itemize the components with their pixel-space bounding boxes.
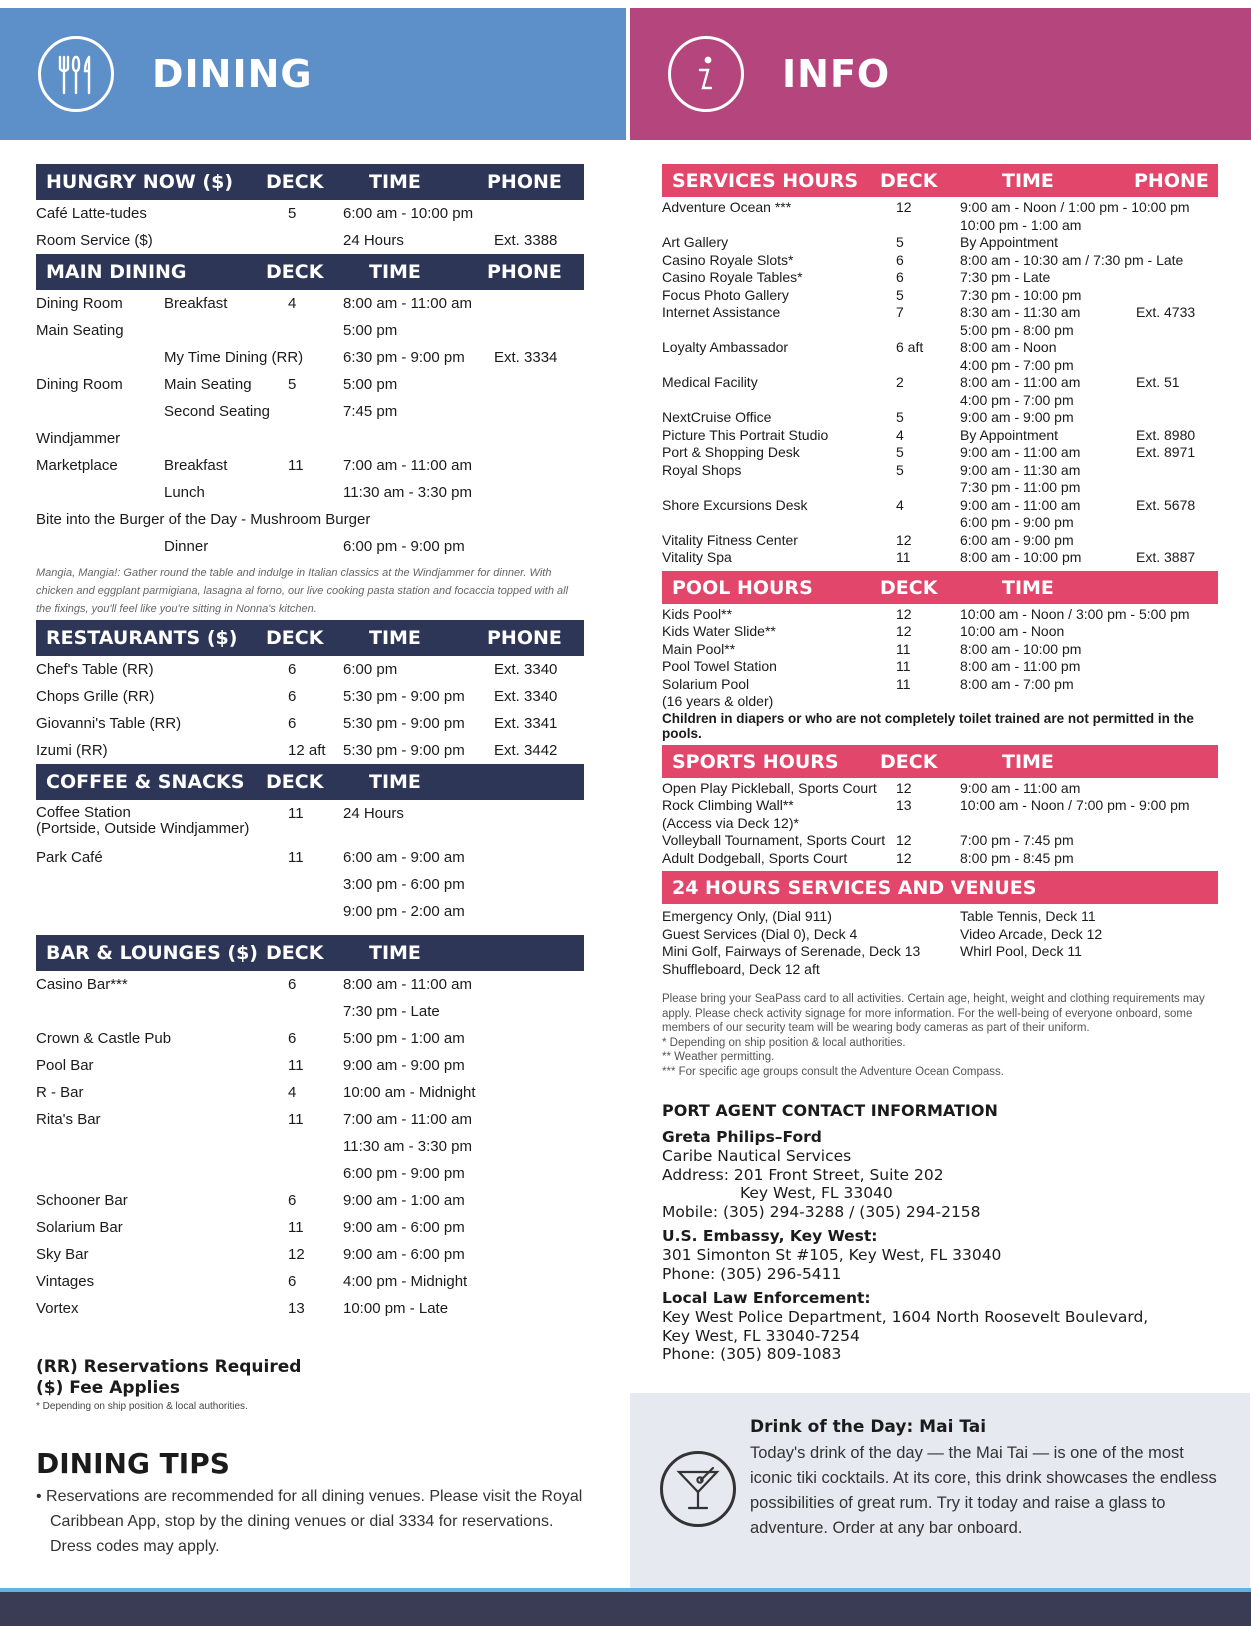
venue-name: Izumi (RR) [36, 742, 108, 759]
table-row: 3:00 pm - 6:00 pm [343, 876, 465, 893]
deck-value: 6 [288, 1192, 297, 1209]
phone-value: Ext. 5678 [1136, 496, 1196, 513]
legend-footnote: * Depending on ship position & local authorities. [36, 1401, 248, 1412]
table-row [36, 371, 584, 398]
main-dining-rows [36, 290, 584, 560]
bar-rows [36, 971, 584, 1322]
table-row [662, 606, 1218, 624]
table-row [662, 549, 1218, 567]
table-row [36, 1106, 584, 1133]
table-row [662, 252, 1218, 270]
table-row [662, 641, 1218, 659]
meal-label: Lunch [164, 484, 205, 501]
deck-value: 4 [896, 496, 904, 513]
deck-value: 13 [896, 797, 912, 813]
deck-value: 11 [896, 675, 911, 692]
list-item: Mini Golf, Fairways of Serenade, Deck 13 [662, 943, 921, 959]
table-row [662, 374, 1218, 409]
table-row [662, 658, 1218, 676]
table-row [36, 1214, 584, 1241]
deck-value: 4 [896, 426, 904, 443]
phone-value: Ext. 3334 [494, 349, 558, 366]
table-row [36, 1079, 584, 1106]
time-values: By Appointment [960, 234, 1059, 250]
service-name: Royal Shops [662, 461, 742, 478]
time-values: 8:00 am - 10:30 am / 7:30 pm - Late [960, 251, 1184, 268]
table-row [662, 339, 1218, 374]
sports-hours-header: SPORTS HOURS DECK TIME [662, 745, 1218, 778]
list-item: Whirl Pool, Deck 11 [960, 943, 1082, 959]
deck-value: 11 [288, 1111, 304, 1128]
deck-value: 6 [288, 715, 297, 732]
deck-value: 5 [288, 376, 297, 393]
table-row [36, 1160, 584, 1187]
table-row [36, 344, 584, 371]
deck-value: 5 [896, 444, 904, 460]
table-row [36, 533, 584, 560]
deck-value: 12 [896, 832, 912, 848]
time-values: 9:00 am - 11:00 am [960, 444, 1081, 460]
time-values: 10:00 am - Noon / 7:00 pm - 9:00 pm [960, 797, 1190, 813]
table-row [662, 427, 1218, 445]
legend [36, 1357, 584, 1412]
deck-value: 6 [288, 1030, 297, 1047]
drink-title: Drink of the Day: Mai Tai [750, 1417, 987, 1437]
deck-value: 11 [896, 658, 911, 674]
list-item: Video Arcade, Deck 12 [960, 925, 1103, 942]
venue-name: Windjammer [36, 430, 121, 447]
service-name: Shore Excursions Desk [662, 496, 808, 513]
time-values: 6:00 am - 9:00 pm [960, 531, 1074, 548]
table-row [662, 199, 1218, 234]
table-row [36, 971, 584, 998]
deck-value: 11 [288, 457, 304, 474]
service-name: Vitality Fitness Center [662, 531, 798, 548]
restaurants-header: RESTAURANTS ($) DECK TIME PHONE [36, 620, 584, 656]
deck-value: 6 [896, 251, 904, 268]
table-row [662, 693, 1218, 711]
service-name: Port & Shopping Desk [662, 444, 800, 460]
deck-value: 6 [288, 688, 297, 705]
venue-name: Schooner Bar [36, 1192, 128, 1209]
table-row [36, 1133, 584, 1160]
table-row [36, 683, 584, 710]
table-row [662, 832, 1218, 850]
time-values: 8:00 am - 7:00 pm [960, 675, 1074, 692]
time-values: 7:00 pm - 7:45 pm [960, 832, 1074, 848]
deck-value: 4 [288, 1084, 297, 1101]
service-name: Picture This Portrait Studio [662, 426, 829, 443]
service-name: Pool Towel Station [662, 658, 777, 674]
table-row [662, 497, 1218, 532]
time-values: 9:00 am - 11:00 am [960, 779, 1081, 796]
phone-value: Ext. 3340 [494, 661, 558, 678]
agent-name: Greta Philips–Ford [662, 1128, 822, 1146]
table-row [36, 479, 584, 506]
list-item: Guest Services (Dial 0), Deck 4 [662, 925, 858, 942]
service-name: Adult Dodgeball, Sports Court [662, 849, 848, 866]
venue-name: Solarium Bar [36, 1219, 123, 1236]
fine-print: Please bring your SeaPass card to all activities. Certain age, height, weight and clothing requirements may apply. Please check activity signage for more information. For the well-being of everyone onboard, some members of our security team will be wearing body cameras as part of their uniform. * Depending on ship position & local authorities. ** Weather permitting. *** For specific age groups consult the Adventure Ocean Compass. [662, 993, 1205, 1078]
service-name: Internet Assistance [662, 304, 781, 320]
deck-value: 2 [896, 374, 904, 390]
table-row [36, 656, 584, 683]
utensils-icon [38, 36, 114, 112]
table-row [36, 1295, 584, 1322]
table-row [36, 1187, 584, 1214]
service-name: Solarium Pool [662, 675, 750, 692]
time-value: 8:00 am - 11:00 am [343, 976, 472, 993]
time-value: 5:30 pm - 9:00 pm [343, 742, 465, 759]
venue-name: Dining Room [36, 376, 123, 393]
coffee-snacks-header: COFFEE & SNACKS DECK TIME [36, 764, 584, 800]
table-row [36, 737, 584, 764]
deck-value: 11 [896, 640, 911, 657]
time-values: 8:00 am - Noon 4:00 pm - 7:00 pm [960, 339, 1074, 373]
table-row [36, 452, 584, 479]
port-agent-info: PORT AGENT CONTACT INFORMATION Greta Philips–Ford Caribe Nautical Services Address: 201 Front Street, Suite 202 Key West, FL 33040 Mobile: (305) 294-3288 / (305) 294-2158 U.S. Embassy, Key West: 301 Simonton St #105, Key West, FL 33040 Phone: (305) 296-5411 Local Law Enforcement: Key West Police Department, 1604 North Roosevelt Boulevard, Key West, FL 33040-7254 Phone: (305) 809-1083 [662, 1101, 1218, 1364]
time-value: 11:30 am - 3:30 pm [343, 1138, 472, 1155]
time-value: 9:00 am - 6:00 pm [343, 1219, 465, 1236]
time-value: 9:00 am - 1:00 am [343, 1192, 465, 1209]
service-name: Rock Climbing Wall** [662, 797, 794, 813]
deck-value: 13 [288, 1300, 305, 1317]
info-column [662, 164, 1218, 1370]
time-values: 9:00 am - 11:00 am 6:00 pm - 9:00 pm [960, 496, 1081, 530]
venue-name: Vintages [36, 1273, 95, 1290]
table-row: Coffee Station (Portside, Outside Windjammer) 11 24 Hours [36, 804, 404, 837]
venue-name: Rita's Bar [36, 1111, 101, 1128]
time-values: 7:30 pm - 10:00 pm [960, 286, 1082, 303]
pool-note: Children in diapers or who are not completely toilet trained are not permitted in the pools. [662, 710, 1194, 741]
windjammer-note: Mangia, Mangia!: Gather round the table and indulge in Italian classics at the Windjammer for dinner. With chicken and eggplant parmigiana, lasagna al forno, our live cooking pasta station and focaccia topped with all the fixings, you'll feel like you're sitting in Nonna's kitchen. [36, 567, 569, 615]
table-row [36, 1025, 584, 1052]
meal-label: Breakfast [164, 457, 228, 474]
table-row [36, 317, 584, 344]
table-row [662, 234, 1218, 252]
time-values: 10:00 am - Noon [960, 623, 1065, 639]
table-row [36, 710, 584, 737]
drink-text: Today's drink of the day — the Mai Tai — is one of the most iconic tiki cocktails. At its core, this drink showcases the endless possibilities of great rum. Try it today and raise a glass to adventure. Order at any bar onboard. [750, 1444, 1217, 1537]
hungry-now-header: HUNGRY NOW ($) DECK TIME PHONE [36, 164, 584, 200]
service-name: Adventure Ocean *** [662, 199, 792, 215]
time-value: 5:00 pm - 1:00 am [343, 1030, 465, 1047]
table-row [662, 304, 1218, 339]
list-item: Emergency Only, (Dial 911) [662, 908, 832, 924]
time-values: 8:00 am - 10:00 pm [960, 549, 1082, 565]
time-value: 7:00 am - 11:00 am [343, 457, 472, 474]
deck-value: 6 [288, 661, 297, 678]
dining-tips-title: DINING TIPS [36, 1447, 230, 1480]
deck-value: 7 [896, 304, 904, 320]
bar-lounges-header: BAR & LOUNGES ($) DECK TIME [36, 935, 584, 971]
table-row [662, 462, 1218, 497]
meal-label: Second Seating [164, 403, 270, 420]
deck-value: 6 aft [896, 339, 924, 355]
deck-value: 5 [896, 286, 904, 303]
time-values: 9:00 am - 11:30 am 7:30 pm - 11:00 pm [960, 461, 1081, 495]
table-row: 9:00 pm - 2:00 am [343, 903, 465, 920]
table-row: Café Latte-tudes 5 6:00 am - 10:00 pm [36, 205, 474, 222]
time-value: 10:00 am - Midnight [343, 1084, 476, 1101]
drink-of-the-day [630, 1393, 1250, 1588]
deck-value: 6 [288, 976, 297, 993]
deck-value: 4 [288, 295, 297, 312]
phone-value: Ext. 3340 [494, 688, 558, 705]
venue-name: Chops Grille (RR) [36, 688, 155, 705]
time-value: 5:30 pm - 9:00 pm [343, 715, 465, 732]
cocktail-glass-icon [660, 1451, 736, 1527]
service-name: Art Gallery [662, 234, 729, 250]
time-values: 8:30 am - 11:30 am 5:00 pm - 8:00 pm [960, 304, 1081, 338]
restaurant-rows [36, 656, 584, 764]
service-name: Casino Royale Tables* [662, 269, 803, 285]
table-row [662, 409, 1218, 427]
table-row: Park Café 11 6:00 am - 9:00 am [36, 849, 465, 866]
time-value: 7:30 pm - Late [343, 1003, 440, 1020]
pool-rows [662, 604, 1218, 711]
table-row [662, 815, 1218, 833]
venue-name: Chef's Table (RR) [36, 661, 154, 678]
time-value: 6:00 pm - 9:00 pm [343, 1165, 465, 1182]
time-values: 9:00 am - 9:00 pm [960, 409, 1074, 425]
table-row [36, 398, 584, 425]
service-name: Vitality Spa [662, 549, 732, 565]
deck-value: 11 [288, 1219, 304, 1236]
table-row [662, 797, 1218, 815]
service-name: Volleyball Tournament, Sports Court [662, 832, 886, 848]
time-values: 8:00 pm - 8:45 pm [960, 849, 1074, 866]
service-name: (Access via Deck 12)* [662, 814, 799, 831]
meal-label: Main Seating [164, 376, 252, 393]
time-values: 10:00 am - Noon / 3:00 pm - 5:00 pm [960, 605, 1190, 622]
phone-value: Ext. 3442 [494, 742, 558, 759]
time-values: 7:30 pm - Late [960, 269, 1051, 285]
time-value: 8:00 am - 11:00 am [343, 295, 472, 312]
info-icon [668, 36, 744, 112]
table-row: Room Service ($) 24 Hours Ext. 3388 [36, 232, 558, 249]
time-value: 6:30 pm - 9:00 pm [343, 349, 465, 366]
table-row [662, 269, 1218, 287]
meal-label: Dinner [164, 538, 209, 555]
time-value: 5:30 pm - 9:00 pm [343, 688, 465, 705]
table-row [36, 998, 584, 1025]
time-value: 10:00 pm - Late [343, 1300, 449, 1317]
deck-value: 12 aft [288, 742, 326, 759]
table-row [662, 623, 1218, 641]
deck-value: 12 [896, 605, 912, 622]
table-row [36, 1268, 584, 1295]
dining-title: DINING [152, 52, 313, 96]
services-rows [662, 197, 1218, 571]
footer-bar [0, 1592, 1251, 1626]
phone-value: Ext. 51 [1136, 374, 1180, 390]
venue-name: Vortex [36, 1300, 79, 1317]
service-name: Kids Pool** [662, 605, 733, 622]
list-item: Table Tennis, Deck 11 [960, 908, 1096, 924]
service-name: Casino Royale Slots* [662, 251, 794, 268]
service-name: Loyalty Ambassador [662, 339, 789, 355]
venue-name: Dining Room [36, 295, 123, 312]
phone-value: Ext. 8971 [1136, 444, 1196, 460]
dining-tips [36, 1447, 596, 1559]
service-name: NextCruise Office [662, 409, 772, 425]
service-name: Focus Photo Gallery [662, 286, 789, 303]
deck-value: 6 [896, 269, 904, 285]
time-value: 6:00 pm - 9:00 pm [343, 538, 465, 555]
deck-value: 12 [896, 623, 912, 639]
service-name: Open Play Pickleball, Sports Court [662, 779, 877, 796]
venue-name: Pool Bar [36, 1057, 94, 1074]
table-row [662, 444, 1218, 462]
service-name: Main Pool** [662, 640, 736, 657]
table-row [36, 506, 584, 533]
table-row [36, 290, 584, 317]
table-row [36, 1241, 584, 1268]
venue-name: Bite into the Burger of the Day - Mushroom Burger [36, 511, 371, 528]
time-value: 5:00 pm [343, 376, 398, 393]
time-values: 8:00 am - 11:00 pm [960, 658, 1081, 674]
service-name: Kids Water Slide** [662, 623, 776, 639]
service-name: (16 years & older) [662, 693, 774, 709]
dining-header [0, 8, 626, 140]
time-value: 9:00 am - 6:00 pm [343, 1246, 465, 1263]
time-value: 7:00 am - 11:00 am [343, 1111, 472, 1128]
meal-label: Breakfast [164, 295, 228, 312]
table-row [662, 532, 1218, 550]
service-name: Medical Facility [662, 374, 758, 390]
time-values: By Appointment [960, 426, 1059, 443]
table-row [36, 1052, 584, 1079]
deck-value: 5 [896, 234, 904, 250]
venue-name: Casino Bar*** [36, 976, 128, 993]
time-values: 9:00 am - Noon / 1:00 pm - 10:00 pm 10:00 pm - 1:00 am [960, 199, 1190, 233]
time-value: 5:00 pm [343, 322, 398, 339]
sports-rows [662, 778, 1218, 872]
law-title: Local Law Enforcement: [662, 1289, 871, 1307]
services-hours-header: SERVICES HOURS DECK TIME PHONE [662, 164, 1218, 197]
venue-name: Crown & Castle Pub [36, 1030, 172, 1047]
deck-value: 12 [896, 199, 912, 215]
time-values: 8:00 am - 10:00 pm [960, 640, 1082, 657]
table-row [662, 287, 1218, 305]
info-header [630, 8, 1251, 140]
deck-value: 11 [288, 1057, 304, 1074]
embassy-title: U.S. Embassy, Key West: [662, 1227, 878, 1245]
table-row [662, 850, 1218, 868]
phone-value: Ext. 8980 [1136, 426, 1196, 443]
main-dining-header: MAIN DINING DECK TIME PHONE [36, 254, 584, 290]
deck-value: 12 [896, 531, 912, 548]
phone-value: Ext. 3341 [494, 715, 558, 732]
time-value: 6:00 pm [343, 661, 398, 678]
pool-hours-header: POOL HOURS DECK TIME [662, 571, 1218, 604]
deck-value: 5 [896, 461, 904, 478]
legend-fee: ($) Fee Applies [36, 1378, 180, 1398]
deck-value: 12 [896, 779, 912, 796]
port-agent-title: PORT AGENT CONTACT INFORMATION [662, 1101, 998, 1120]
time-value: 11:30 am - 3:30 pm [343, 484, 472, 501]
venue-name: Sky Bar [36, 1246, 89, 1263]
venue-name: Marketplace [36, 457, 118, 474]
info-title: INFO [782, 52, 891, 96]
phone-value: Ext. 4733 [1136, 304, 1196, 320]
list-item: Shuffleboard, Deck 12 aft [662, 960, 820, 977]
time-value: 4:00 pm - Midnight [343, 1273, 468, 1290]
phone-value: Ext. 3887 [1136, 549, 1196, 565]
deck-value: 5 [896, 409, 904, 425]
venues-24-header: 24 HOURS SERVICES AND VENUES [662, 871, 1218, 904]
time-value: 7:45 pm [343, 403, 398, 420]
deck-value: 11 [896, 549, 911, 565]
table-row [36, 425, 584, 452]
time-values: 8:00 am - 11:00 am 4:00 pm - 7:00 pm [960, 374, 1081, 408]
deck-value: 12 [896, 849, 912, 866]
venue-name: R - Bar [36, 1084, 84, 1101]
deck-value: 12 [288, 1246, 305, 1263]
venue-name: Main Seating [36, 322, 124, 339]
meal-label: My Time Dining (RR) [164, 349, 304, 366]
dining-tips-text: • Reservations are recommended for all dining venues. Please visit the Royal Caribbean App, stop by the dining venues or dial 3334 for reservations. Dress codes may apply. [36, 1488, 583, 1555]
venues-24-list [662, 904, 1218, 984]
table-row [662, 676, 1218, 694]
dining-column [36, 164, 584, 1322]
time-value: 9:00 am - 9:00 pm [343, 1057, 465, 1074]
table-row [662, 780, 1218, 798]
legend-rr: (RR) Reservations Required [36, 1357, 302, 1377]
deck-value: 6 [288, 1273, 297, 1290]
venue-name: Giovanni's Table (RR) [36, 715, 182, 732]
